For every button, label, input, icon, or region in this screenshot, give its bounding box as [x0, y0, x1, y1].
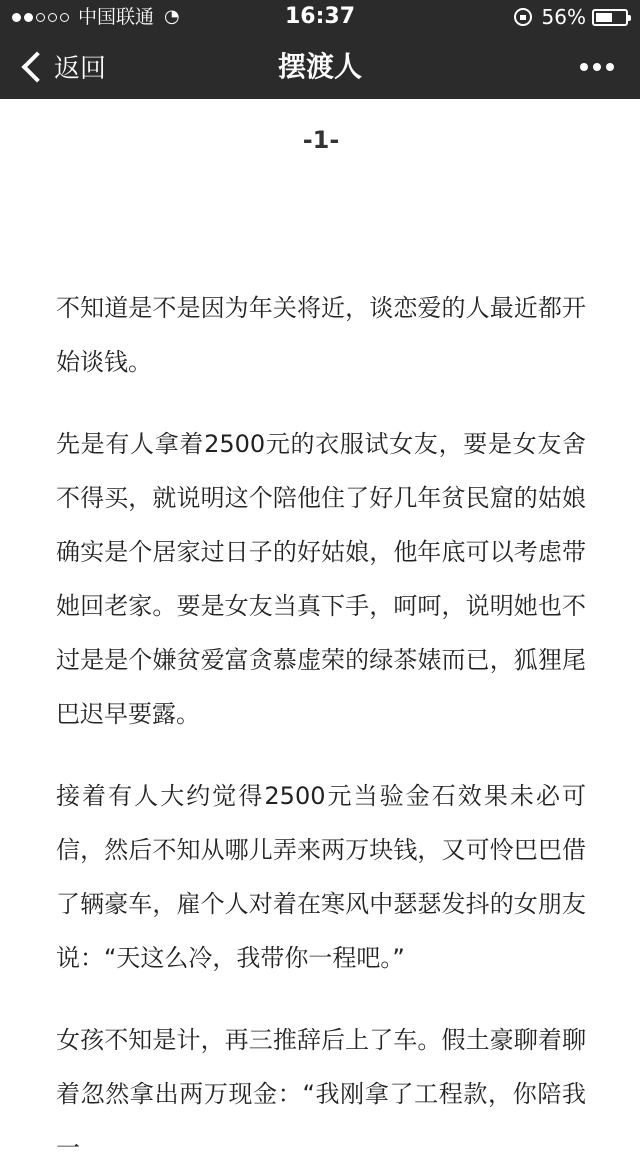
chapter-number: -1- [302, 126, 340, 154]
battery-fill [596, 13, 612, 22]
status-time: 16:37 [284, 4, 356, 29]
more-dot [606, 63, 614, 71]
more-dots-icon [580, 63, 588, 71]
battery-percent: 56% [541, 5, 586, 29]
article-body [56, 99, 586, 1175]
status-right [514, 0, 628, 34]
nav-bar [0, 34, 640, 99]
paragraph: 接着有人大约觉得2500元当验金石效果未必可信，然后不知从哪儿弄来两万块钱，又可怜巴巴借了辆豪车，雇个人对着在寒风中瑟瑟发抖的女朋友说：“天这么冷，我带你一程吧。” [56, 782, 586, 972]
paragraph: 不知道是不是因为年关将近，谈恋爱的人最近都开始谈钱。 [56, 294, 586, 376]
back-label: 返回 [54, 54, 107, 84]
paragraph: 女孩不知是计，再三推辞后上了车。假土豪聊着聊着忽然拿出两万现金：“我刚拿了工程款，你陪我一 [56, 1026, 586, 1162]
battery-icon [592, 9, 628, 26]
orientation-lock-icon [514, 8, 532, 26]
top-bar [0, 0, 640, 99]
page-title: 摆渡人 [277, 50, 362, 83]
paragraph: 先是有人拿着2500元的衣服试女友，要是女友舍不得买，就说明这个陪他住了好几年贫民窟的姑娘确实是个居家过日子的好姑娘，他年底可以考虑带她回老家。要是女友当真下手，呵呵，说明她也不过是是个嫌贫爱富贪慕虚荣的绿茶婊而已，狐狸尾巴迟早要露。 [56, 430, 586, 728]
status-bar [0, 0, 640, 34]
more-dot [593, 63, 601, 71]
more-button[interactable] [575, 34, 614, 99]
wifi-icon: ◔ [164, 6, 180, 27]
carrier-name: 中国联通 [78, 6, 155, 28]
